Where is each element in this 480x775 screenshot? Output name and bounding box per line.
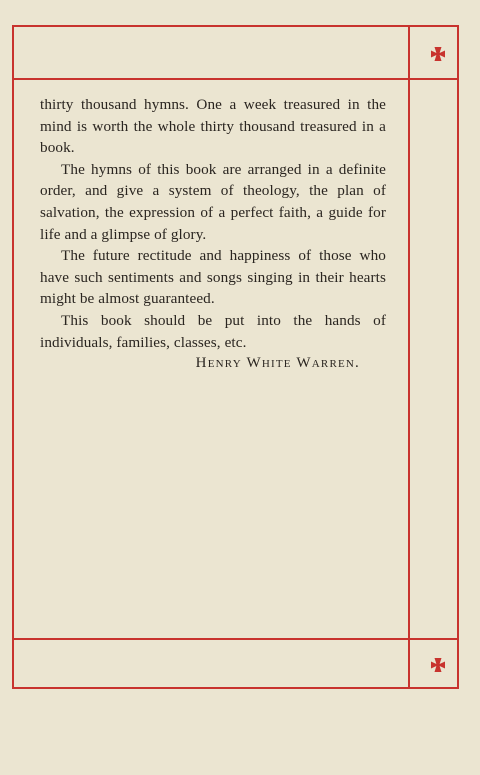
top-rule: [14, 78, 457, 80]
body-text: [40, 94, 386, 375]
bottom-rule: [14, 638, 457, 640]
paragraph-1: thirty thousand hymns. One a week treasured in the mind is worth the whole thirty thousand treasured in a book.: [40, 96, 386, 157]
cross-pattee-icon: [430, 657, 446, 673]
right-margin-rule: [408, 27, 410, 687]
author-signature: Henry White Warren.: [195, 355, 360, 372]
paragraph-2: The hymns of this book are arranged in a definite order, and give a system of theology, the plan of salvation, the expression of a perfect faith, a guide for life and a glimpse of glory.: [40, 160, 386, 243]
cross-pattee-icon: [430, 46, 446, 62]
paragraph-3: The future rectitude and happiness of those who have such sentiments and songs singing in their hearts might be almost guaranteed.: [40, 247, 386, 308]
paragraph-4: This book should be put into the hands of individuals, families, classes, etc.: [40, 311, 386, 351]
